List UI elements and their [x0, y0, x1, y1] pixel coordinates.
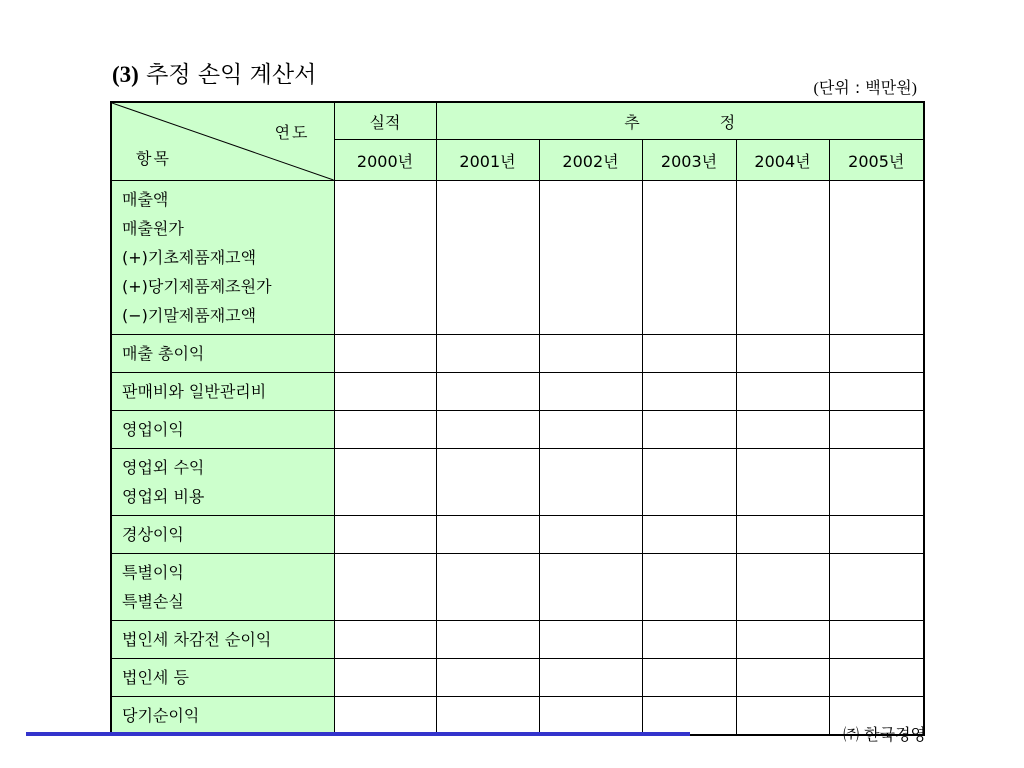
item-cell [111, 411, 334, 449]
value-cell [642, 659, 736, 697]
corner-year-label: 연도 [274, 123, 310, 142]
value-cell [436, 373, 539, 411]
value-cell [334, 449, 436, 516]
table-row [111, 373, 924, 411]
year-header: 2005년 [829, 140, 924, 181]
value-cell [436, 554, 539, 621]
year-header: 2004년 [736, 140, 829, 181]
unit-open-paren: ( [813, 80, 819, 97]
item-cell [111, 516, 334, 554]
value-cell [436, 621, 539, 659]
table-row [111, 411, 924, 449]
item-label: 판매비와 일반관리비 [122, 382, 267, 401]
value-cell [736, 516, 829, 554]
item-label: 특별손실 [122, 592, 184, 611]
value-cell [829, 516, 924, 554]
value-cell [642, 335, 736, 373]
value-cell [829, 659, 924, 697]
item-cell [111, 335, 334, 373]
item-label: (+)당기제품제조원가 [122, 277, 272, 296]
value-cell [436, 697, 539, 736]
value-cell [829, 181, 924, 335]
value-cell [539, 411, 642, 449]
table-row [111, 335, 924, 373]
header-row-1 [111, 102, 924, 140]
value-cell [642, 373, 736, 411]
year-header: 2000년 [334, 140, 436, 181]
page-title [112, 58, 316, 92]
unit-text: 단위 : 백만원 [818, 78, 912, 97]
item-cell [111, 659, 334, 697]
value-cell [736, 335, 829, 373]
value-cell [829, 373, 924, 411]
value-cell [829, 621, 924, 659]
item-cell [111, 621, 334, 659]
item-label: 영업이익 [122, 420, 184, 439]
value-cell [829, 554, 924, 621]
estimate-char-2: 정 [719, 112, 736, 132]
item-label: 법인세 차감전 순이익 [122, 630, 272, 649]
value-cell [334, 373, 436, 411]
value-cell [736, 449, 829, 516]
value-cell [736, 697, 829, 736]
section-number: (3) [112, 62, 139, 87]
item-label: 특별이익 [122, 563, 184, 582]
value-cell [334, 181, 436, 335]
value-cell [539, 335, 642, 373]
table-row [111, 659, 924, 697]
value-cell [539, 373, 642, 411]
income-statement-table [110, 101, 925, 736]
value-cell [334, 516, 436, 554]
value-cell [436, 411, 539, 449]
item-label: 매출액 [122, 190, 169, 209]
value-cell [539, 659, 642, 697]
item-label: (−)기말제품재고액 [122, 306, 257, 325]
table-row [111, 449, 924, 516]
value-cell [736, 659, 829, 697]
value-cell [334, 411, 436, 449]
item-label: 경상이익 [122, 525, 184, 544]
corner-item-label: 항목 [136, 149, 171, 168]
item-label: 매출 총이익 [122, 344, 205, 363]
value-cell [736, 554, 829, 621]
value-cell [334, 621, 436, 659]
item-label: 영업외 비용 [122, 487, 205, 506]
item-label: 매출원가 [122, 219, 184, 238]
value-cell [436, 335, 539, 373]
table-row [111, 621, 924, 659]
estimate-header [436, 102, 924, 140]
value-cell [539, 181, 642, 335]
value-cell [829, 449, 924, 516]
value-cell [539, 516, 642, 554]
company-name: ㈜ 한국경영 [843, 725, 926, 744]
value-cell [334, 697, 436, 736]
value-cell [642, 449, 736, 516]
value-cell [736, 373, 829, 411]
item-cell [111, 449, 334, 516]
value-cell [642, 181, 736, 335]
value-cell [539, 621, 642, 659]
estimate-char-1: 추 [624, 112, 640, 132]
value-cell [642, 697, 736, 736]
table-row [111, 516, 924, 554]
table-body [111, 181, 924, 736]
table-row [111, 697, 924, 736]
value-cell [642, 411, 736, 449]
value-cell [436, 181, 539, 335]
value-cell [436, 449, 539, 516]
footer-divider [26, 732, 690, 736]
value-cell [642, 621, 736, 659]
item-cell [111, 373, 334, 411]
year-header: 2003년 [642, 140, 736, 181]
value-cell [829, 335, 924, 373]
table-row [111, 554, 924, 621]
value-cell [642, 554, 736, 621]
value-cell [334, 659, 436, 697]
value-cell [539, 697, 642, 736]
item-cell [111, 181, 334, 335]
item-cell [111, 697, 334, 736]
item-label: 당기순이익 [122, 706, 200, 725]
value-cell [436, 659, 539, 697]
year-header: 2002년 [539, 140, 642, 181]
actual-header: 실적 [334, 102, 436, 140]
item-label: 법인세 등 [122, 668, 189, 687]
value-cell [334, 554, 436, 621]
value-cell [736, 181, 829, 335]
value-cell [642, 516, 736, 554]
item-label: 영업외 수익 [122, 458, 205, 477]
item-cell [111, 554, 334, 621]
table-row [111, 181, 924, 335]
unit-close-paren: ) [911, 80, 917, 97]
value-cell [539, 554, 642, 621]
corner-header [111, 102, 334, 181]
title-text: 추정 손익 계산서 [146, 62, 317, 88]
item-label: (+)기초제품재고액 [122, 248, 257, 267]
value-cell [736, 411, 829, 449]
value-cell [829, 411, 924, 449]
value-cell [436, 516, 539, 554]
value-cell [334, 335, 436, 373]
unit-note [814, 78, 918, 99]
value-cell [539, 449, 642, 516]
value-cell [736, 621, 829, 659]
year-header: 2001년 [436, 140, 539, 181]
